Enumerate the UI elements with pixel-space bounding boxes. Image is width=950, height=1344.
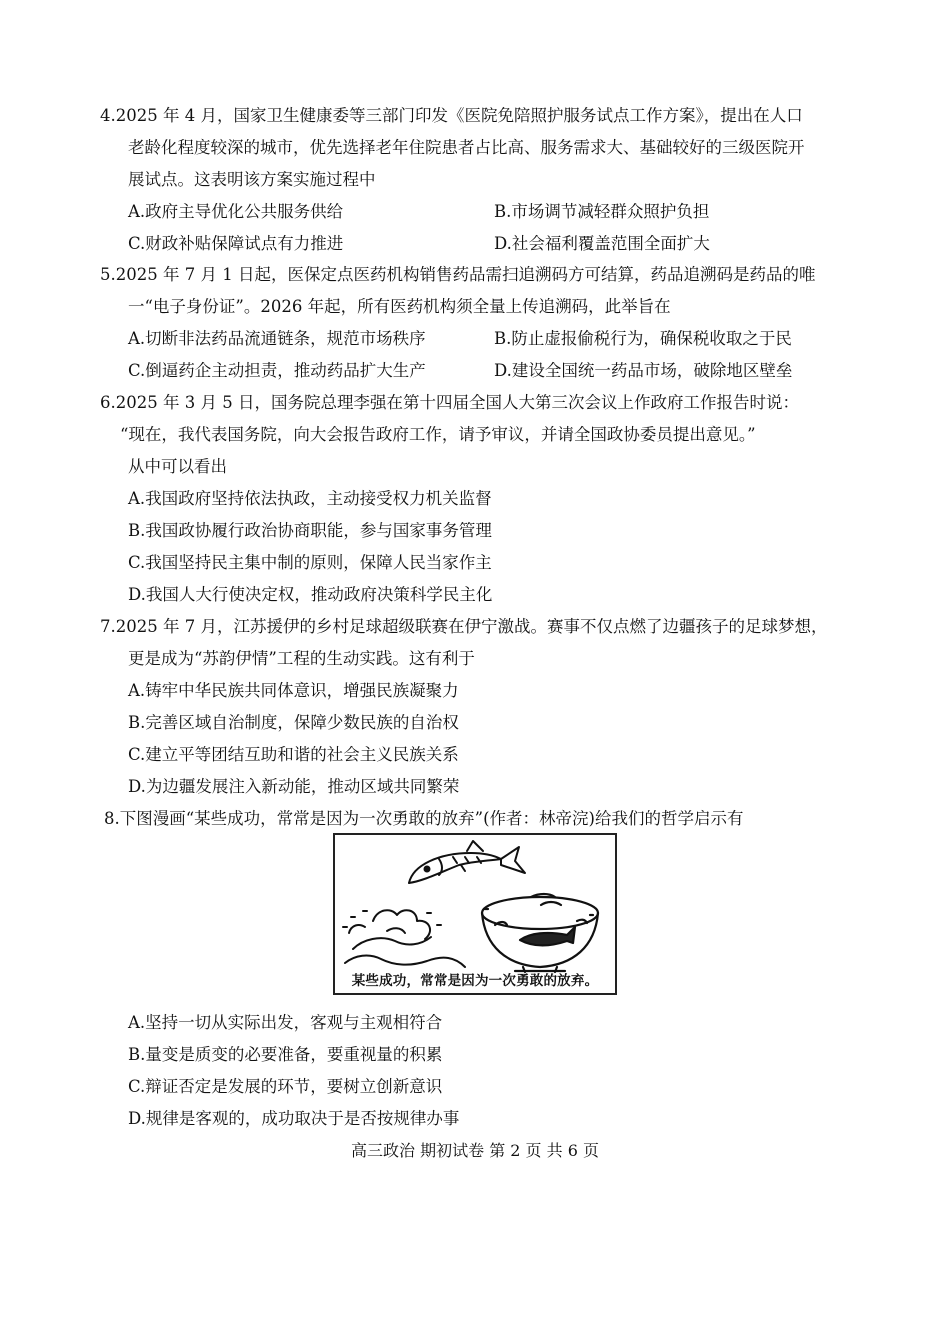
q7-stem-line-1: 7.2025 年 7 月，江苏援伊的乡村足球超级联赛在伊宁激战。赛事不仅点燃了边疆孩子的足球梦想，	[100, 617, 828, 636]
q6-stem-line-2: “现在，我代表国务院，向大会报告政府工作，请予审议，并请全国政协委员提出意见。”	[120, 425, 756, 444]
q6-option-b: B.我国政协履行政治协商职能，参与国家事务管理	[128, 521, 492, 540]
q6-option-c: C.我国坚持民主集中制的原则，保障人民当家作主	[128, 553, 492, 572]
wave-icon	[343, 910, 465, 967]
cartoon-caption: 某些成功，常常是因为一次勇敢的放弃。	[351, 973, 599, 989]
q6-option-d: D.我国人大行使决定权，推动政府决策科学民主化	[128, 585, 493, 604]
q4-stem-line-1: 4.2025 年 4 月，国家卫生健康委等三部门印发《医院免陪照护服务试点工作方案》，提出在人口	[100, 106, 803, 125]
q4-option-a: A.政府主导优化公共服务供给	[128, 202, 344, 221]
q4-stem-line-2: 老龄化程度较深的城市，优先选择老年住院患者占比高、服务需求大、基础较好的三级医院开	[128, 138, 805, 157]
q4-option-b: B.市场调节减轻群众照护负担	[494, 202, 710, 221]
q7-option-a: A.铸牢中华民族共同体意识，增强民族凝聚力	[128, 681, 459, 700]
page-footer: 高三政治 期初试卷 第 2 页 共 6 页	[351, 1141, 599, 1160]
q8-option-b: B.量变是质变的必要准备，要重视量的积累	[128, 1045, 443, 1064]
q7-option-d: D.为边疆发展注入新动能，推动区域共同繁荣	[128, 777, 460, 796]
q8-option-d: D.规律是客观的，成功取决于是否按规律办事	[128, 1109, 460, 1128]
q4-stem-line-3: 展试点。这表明该方案实施过程中	[128, 170, 376, 189]
q5-option-b: B.防止虚报偷税行为，确保税收取之于民	[494, 329, 792, 348]
q8-stem-line-1: 8.下图漫画“某些成功，常常是因为一次勇敢的放弃”(作者：林帝浣)给我们的哲学启示有	[104, 809, 744, 828]
q8-option-a: A.坚持一切从实际出发，客观与主观相符合	[128, 1013, 443, 1032]
q4-option-d: D.社会福利覆盖范围全面扩大	[494, 234, 710, 253]
q4-option-c: C.财政补贴保障试点有力推进	[128, 234, 344, 253]
q8-option-c: C.辩证否定是发展的环节，要树立创新意识	[128, 1077, 443, 1096]
q6-stem-line-1: 6.2025 年 3 月 5 日，国务院总理李强在第十四届全国人大第三次会议上作政府工作报告时说：	[100, 393, 799, 412]
cartoon-figure	[333, 833, 617, 995]
bowl-icon	[482, 894, 598, 972]
q7-stem-line-2: 更是成为“苏韵伊情”工程的生动实践。这有利于	[128, 649, 475, 668]
q5-stem-line-2: 一“电子身份证”。2026 年起，所有医药机构须全量上传追溯码，此举旨在	[128, 297, 671, 316]
q5-option-d: D.建设全国统一药品市场，破除地区壁垒	[494, 361, 793, 380]
q6-stem-line-3: 从中可以看出	[128, 457, 227, 476]
q7-option-c: C.建立平等团结互助和谐的社会主义民族关系	[128, 745, 459, 764]
q6-option-a: A.我国政府坚持依法执政，主动接受权力机关监督	[128, 489, 492, 508]
q5-stem-line-1: 5.2025 年 7 月 1 日起，医保定点医药机构销售药品需扫追溯码方可结算，药品追溯码是药品的唯	[100, 265, 816, 284]
q7-option-b: B.完善区域自治制度，保障少数民族的自治权	[128, 713, 459, 732]
q5-option-c: C.倒逼药企主动担责，推动药品扩大生产	[128, 361, 426, 380]
fish-icon	[409, 841, 525, 883]
q5-option-a: A.切断非法药品流通链条，规范市场秩序	[128, 329, 426, 348]
